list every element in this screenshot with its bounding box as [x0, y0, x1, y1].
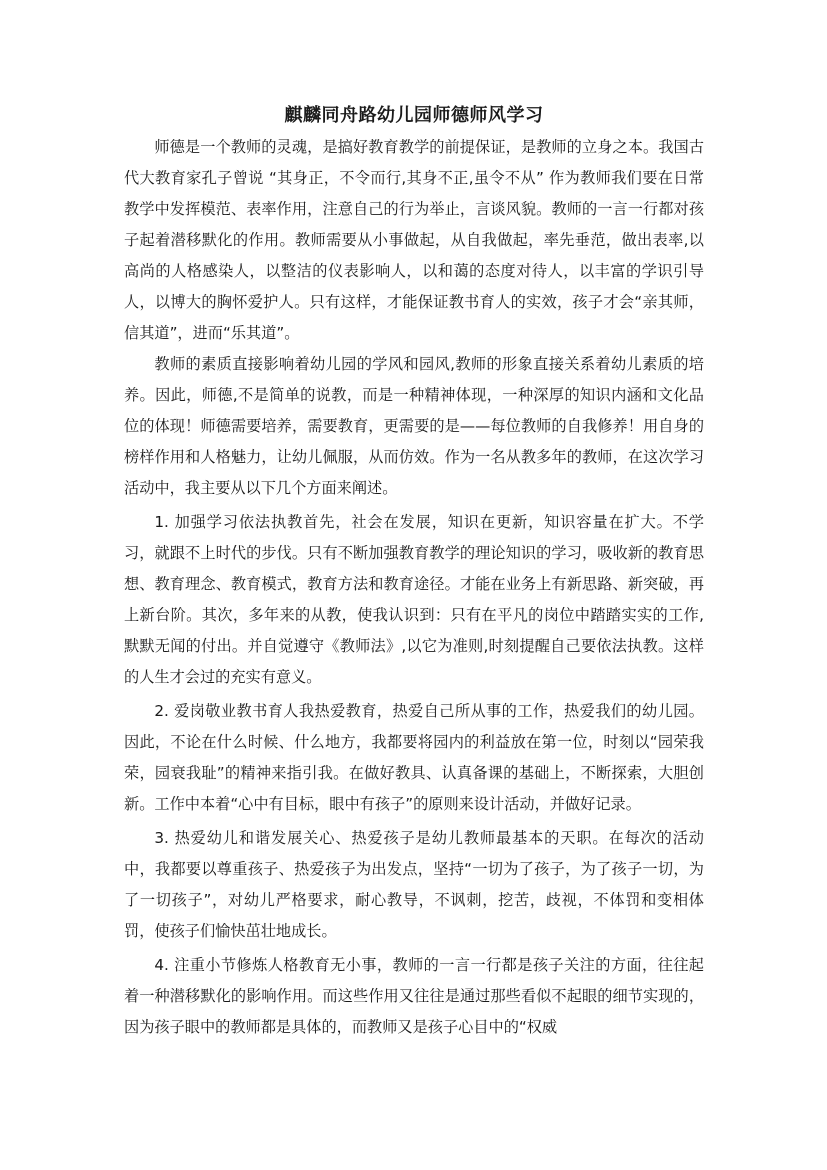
paragraph-intro: 师德是一个教师的灵魂，是搞好教育教学的前提保证，是教师的立身之本。我国古代大教育家孔子曾说 “其身正，不令而行,其身不正,虽令不从” 作为教师我们要在日常教学中发挥模范、表率作用，注意自己的行为举止，言谈风貌。教师的一言一行都对孩子起着潜移默化的作用。教师需要从小事做起，从自我做起，率先垂范，做出表率,以高尚的人格感染人，以整洁的仪表影响人，以和蔼的态度对待人，以丰富的学识引导人，以博大的胸怀爱护人。只有这样，才能保证教书育人的实效，孩子才会“亲其师，信其道”，进而“乐其道”。 [124, 138, 704, 342]
paragraph-point-4: 4. 注重小节修炼人格教育无小事，教师的一言一行都是孩子关注的方面，往往起着一种潜移默化的影响作用。而这些作用又往往是通过那些看似不起眼的细节实现的，因为孩子眼中的教师都是具体的，而教师又是孩子心目中的“权威 [124, 956, 704, 1036]
paragraph-point-1: 1. 加强学习依法执教首先，社会在发展，知识在更新，知识容量在扩大。不学习，就跟不上时代的步伐。只有不断加强教育教学的理论知识的学习，吸收新的教育思想、教育理念、教育模式，教育方法和教育途径。才能在业务上有新思路、新突破，再上新台阶。其次，多年来的从教，使我认识到：只有在平凡的岗位中踏踏实实的工作,默默无闻的付出。并自觉遵守《教师法》,以它为准则,时刻提醒自己要依法执教。这样的人生才会过的充实有意义。 [124, 513, 704, 686]
document-body [124, 102, 704, 1043]
paragraph-point-3: 3. 热爱幼儿和谐发展关心、热爱孩子是幼儿教师最基本的天职。在每次的活动中，我都要以尊重孩子、热爱孩子为出发点，坚持“一切为了孩子，为了孩子一切，为了一切孩子”，对幼儿严格要求，耐心教导，不讽刺，挖苦，歧视，不体罚和变相体罚，使孩子们愉快茁壮地成长。 [124, 829, 704, 940]
document-title: 麒麟同舟路幼儿园师德师风学习 [284, 105, 544, 126]
paragraph-point-2: 2. 爱岗敬业教书育人我热爱教育，热爱自己所从事的工作，热爱我们的幼儿园。因此，不论在什么时候、什么地方，我都要将园内的利益放在第一位，时刻以“园荣我荣，园衰我耻”的精神来指引我。在做好教具、认真备课的基础上，不断探索，大胆创新。工作中本着“心中有目标，眼中有孩子”的原则来设计活动，并做好记录。 [124, 702, 704, 813]
paragraph-quality: 教师的素质直接影响着幼儿园的学风和园风,教师的形象直接关系着幼儿素质的培养。因此，师德,不是简单的说教，而是一种精神体现，一种深厚的知识内涵和文化品位的体现！师德需要培养，需要教育，更需要的是——每位教师的自我修养！用自身的榜样作用和人格魅力，让幼儿佩服，从而仿效。作为一名从教多年的教师，在这次学习活动中，我主要从以下几个方面来阐述。 [124, 355, 704, 497]
